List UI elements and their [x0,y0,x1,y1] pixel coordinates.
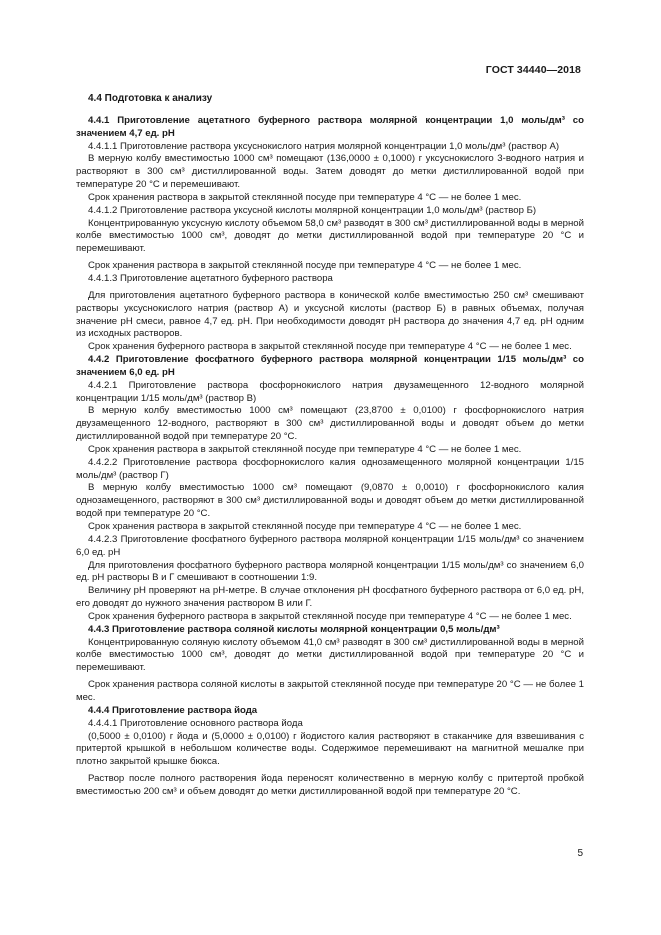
paragraph: Для приготовления ацетатного буферного раствора в конической колбе вместимостью 250 см³ смешивают растворы уксуснокислого натрия (раствор А) и уксусной кислоты (раствор Б) в равных объемах, получая значение pH смеси, равное 4,7 ед. pH. При необходимости доводят pH раствора до значения 4,7 ед. pH одним из исходных растворов. [76,289,584,340]
paragraph: Раствор после полного растворения йода переносят количественно в мерную колбу с притертой пробкой вместимостью 200 см³ и объем доводят до метки дистиллированной водой при температуре 20 °С. [76,773,584,797]
paragraph: Срок хранения буферного раствора в закрытой стеклянной посуде при температуре 4 °С — не более 1 мес. [88,341,572,353]
paragraph: Концентрированную уксусную кислоту объемом 58,0 см³ разводят в 300 см³ дистиллированной воды в мерной колбе вместимостью 1000 см³, доводят до метки дистиллированной водой при температуре 20 °С и перемешивают. [76,217,584,255]
page-number: 5 [577,848,583,859]
paragraph: 4.4.4.1 Приготовление основного раствора йода [88,717,303,729]
paragraph: 4.4.2.3 Приготовление фосфатного буферного раствора молярной концентрации 1/15 моль/дм³ со значением 6,0 ед. pH [76,533,584,558]
paragraph: Срок хранения буферного раствора в закрытой стеклянной посуде при температуре 4 °С — не более 1 мес. [88,610,572,622]
paragraph: 4.4.1.3 Приготовление ацетатного буферного раствора [88,272,333,284]
paragraph: 4.4.2.2 Приготовление раствора фосфорнокислого калия однозамещенного молярной концентрации 1/15 моль/дм³ (раствор Г) [76,456,584,481]
subsection-heading: 4.4.4 Приготовление раствора йода [88,704,258,716]
paragraph: (0,5000 ± 0,0100) г йода и (5,0000 ± 0,0100) г йодистого калия растворяют в стаканчике для взвешивания с притертой крышкой в небольшом количестве воды. Содержимое перемешивают на магнитной мешалке при плотно закрытой крышке бюкса. [76,730,584,768]
paragraph: Срок хранения раствора соляной кислоты в закрытой стеклянной посуде при температуре 20 °С — не более 1 мес. [76,679,584,703]
paragraph: Для приготовления фосфатного буферного раствора молярной концентрации 1/15 моль/дм³ со значением 6,0 ед. pH растворы В и Г смешивают в соотношении 1:9. [76,559,584,584]
paragraph: Величину pH проверяют на pH-метре. В случае отклонения pH фосфатного буферного раствора от 6,0 ед. pH, его доводят до нужного значения раствором В или Г. [76,585,584,610]
paragraph: 4.4.1.2 Приготовление раствора уксусной кислоты молярной концентрации 1,0 моль/дм³ (раствор Б) [88,204,537,216]
subsection-heading: 4.4.2 Приготовление фосфатного буферного раствора молярной концентрации 1/15 моль/дм³ со значением 6,0 ед. pH [76,354,584,378]
subsection-heading: 4.4.3 Приготовление раствора соляной кислоты молярной концентрации 0,5 моль/дм³ [88,623,500,635]
paragraph: Срок хранения раствора в закрытой стеклянной посуде при температуре 4 °С — не более 1 мес. [88,443,522,455]
paragraph: Срок хранения раствора в закрытой стеклянной посуде при температуре 4 °С — не более 1 мес. [88,260,522,272]
subsection-heading: 4.4.1 Приготовление ацетатного буферного раствора молярной концентрации 1,0 моль/дм³ со значением 4,7 ед. pH [76,114,584,139]
paragraph: Срок хранения раствора в закрытой стеклянной посуде при температуре 4 °С — не более 1 мес. [88,521,522,532]
document-body [76,93,584,799]
paragraph: В мерную колбу вместимостью 1000 см³ помещают (136,0000 ± 0,1000) г уксуснокислого 3-водного натрия и растворяют в 300 см³ дистиллированной воды. Затем доводят до метки дистиллированной водой при температуре 20 °С и перемешивают. [76,153,584,191]
paragraph: В мерную колбу вместимостью 1000 см³ помещают (9,0870 ± 0,0010) г фосфорнокислого калия однозамещенного, растворяют в 300 см³ дистиллированной воды и доводят объем до метки дистиллированной водой при температуре 20 °С. [76,482,584,520]
paragraph: Срок хранения раствора в закрытой стеклянной посуде при температуре 4 °С — не более 1 мес. [88,191,522,203]
paragraph: 4.4.2.1 Приготовление раствора фосфорнокислого натрия двузамещенного 12-водного молярной концентрации 1/15 моль/дм³ (раствор В) [76,379,584,404]
paragraph: В мерную колбу вместимостью 1000 см³ помещают (23,8700 ± 0,0100) г фосфорнокислого натрия двузамещенного 12-водного, растворяют в 300 см³ дистиллированной воды и доводят объем до метки дистиллированной водой при температуре 20 °С. [76,405,584,443]
standard-header: ГОСТ 34440—2018 [485,64,581,76]
paragraph: Концентрированную соляную кислоту объемом 41,0 см³ разводят в 300 см³ дистиллированной воды в мерной колбе вместимостью 1000 см³, доводят до метки дистиллированной водой при температуре 20 °С и перемешивают. [76,636,584,674]
paragraph: 4.4.1.1 Приготовление раствора уксуснокислого натрия молярной концентрации 1,0 моль/дм³ (раствор А) [88,140,560,152]
section-heading: 4.4 Подготовка к анализу [88,93,213,104]
